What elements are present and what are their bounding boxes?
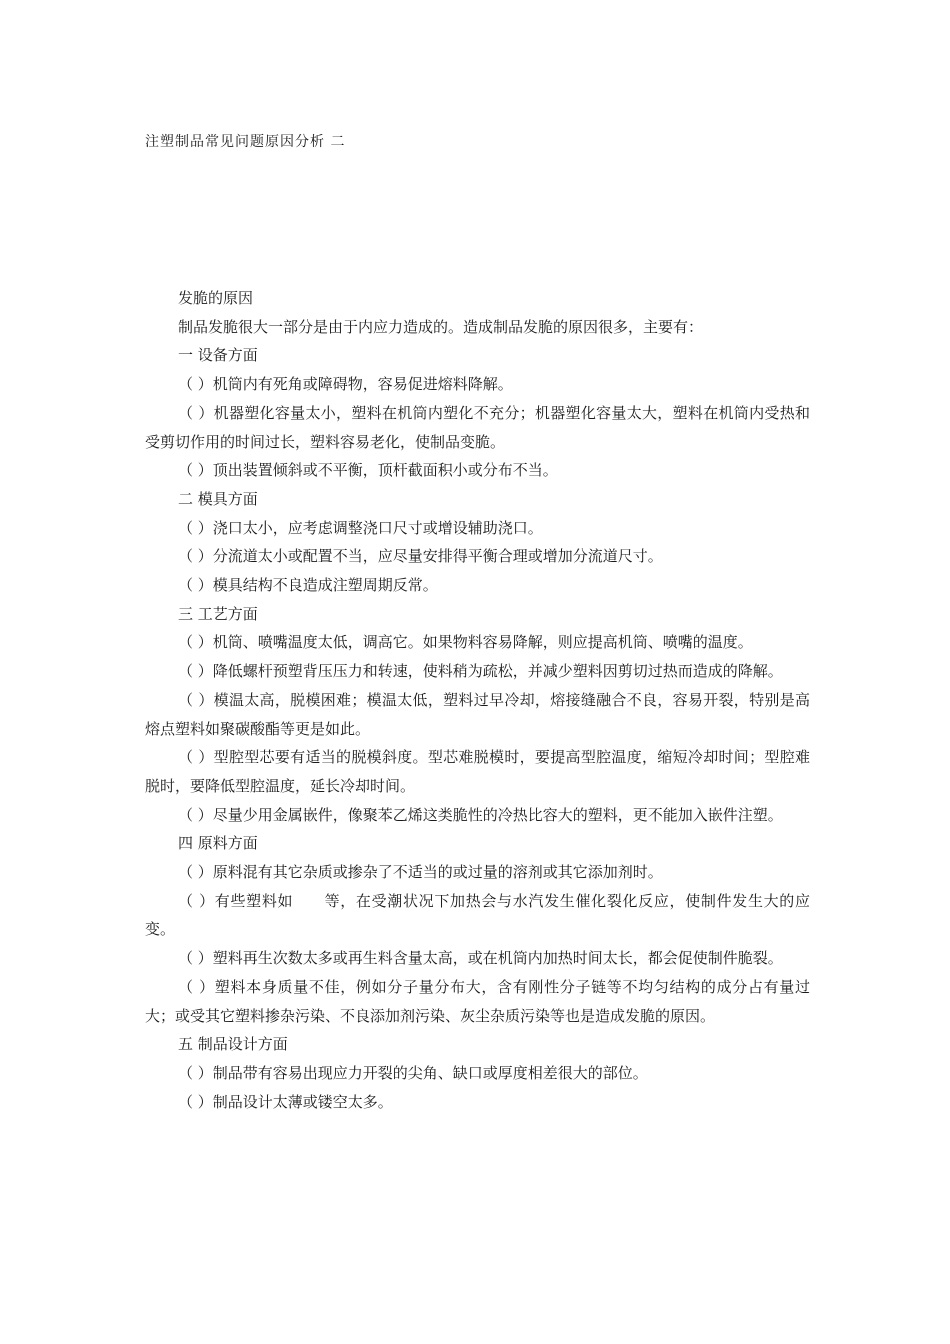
list-item: （ ）有些塑料如 等，在受潮状况下加热会与水汽发生催化裂化反应，使制件发生大的应变。 [145,891,810,939]
list-item: （ ）塑料再生次数太多或再生料含量太高，或在机筒内加热时间太长，都会促使制件脆裂。 [178,949,783,968]
section-title-design: 五 制品设计方面 [178,1035,288,1054]
list-item: （ ）顶出装置倾斜或不平衡，顶杆截面积小或分布不当。 [178,461,558,480]
list-item: （ ）降低螺杆预塑背压压力和转速，使料稍为疏松，并减少塑料因剪切过热而造成的降解。 [178,662,783,681]
list-item: （ ）机筒、喷嘴温度太低，调高它。如果物料容易降解，则应提高机筒、喷嘴的温度。 [178,633,753,652]
list-item: （ ）分流道太小或配置不当，应尽量安排得平衡合理或增加分流道尺寸。 [178,547,663,566]
list-item: （ ）制品带有容易出现应力开裂的尖角、缺口或厚度相差很大的部位。 [178,1063,648,1082]
section-title-equipment: 一 设备方面 [178,346,258,365]
document-title: 注塑制品常见问题原因分析 二 [145,134,346,150]
list-item: （ ）模具结构不良造成注塑周期反常。 [178,576,438,595]
list-item: （ ）尽量少用金属嵌件，像聚苯乙烯这类脆性的冷热比容大的塑料，更不能加入嵌件注塑。 [178,805,783,824]
list-item: （ ）模温太高，脱模困难；模温太低，塑料过早冷却，熔接缝融合不良，容易开裂，特别是高熔点塑料如聚碳酸酯等更是如此。 [145,690,810,738]
list-item: （ ）塑料本身质量不佳，例如分子量分布大，含有刚性分子链等不均匀结构的成分占有量过大；或受其它塑料掺杂污染、不良添加剂污染、灰尘杂质污染等也是造成发脆的原因。 [145,977,810,1025]
list-item: （ ）原料混有其它杂质或掺杂了不适当的或过量的溶剂或其它添加剂时。 [178,863,663,882]
section-title-mold: 二 模具方面 [178,489,258,508]
list-item: （ ）机筒内有死角或障碍物，容易促进熔料降解。 [178,375,513,394]
section-title-material: 四 原料方面 [178,834,258,853]
list-item: （ ）机器塑化容量太小，塑料在机筒内塑化不充分；机器塑化容量太大，塑料在机筒内受热和受剪切作用的时间过长，塑料容易老化，使制品变脆。 [145,403,810,451]
section-title-process: 三 工艺方面 [178,604,258,623]
intro-paragraph: 制品发脆很大一部分是由于内应力造成的。造成制品发脆的原因很多，主要有： [178,317,704,336]
section-heading: 发脆的原因 [178,289,254,307]
list-item: （ ）浇口太小，应考虑调整浇口尺寸或增设辅助浇口。 [178,518,543,537]
list-item: （ ）型腔型芯要有适当的脱模斜度。型芯难脱模时，要提高型腔温度，缩短冷却时间；型腔难脱时，要降低型腔温度，延长冷却时间。 [145,748,810,795]
list-item: （ ）制品设计太薄或镂空太多。 [178,1092,393,1111]
document-body [145,284,810,1116]
